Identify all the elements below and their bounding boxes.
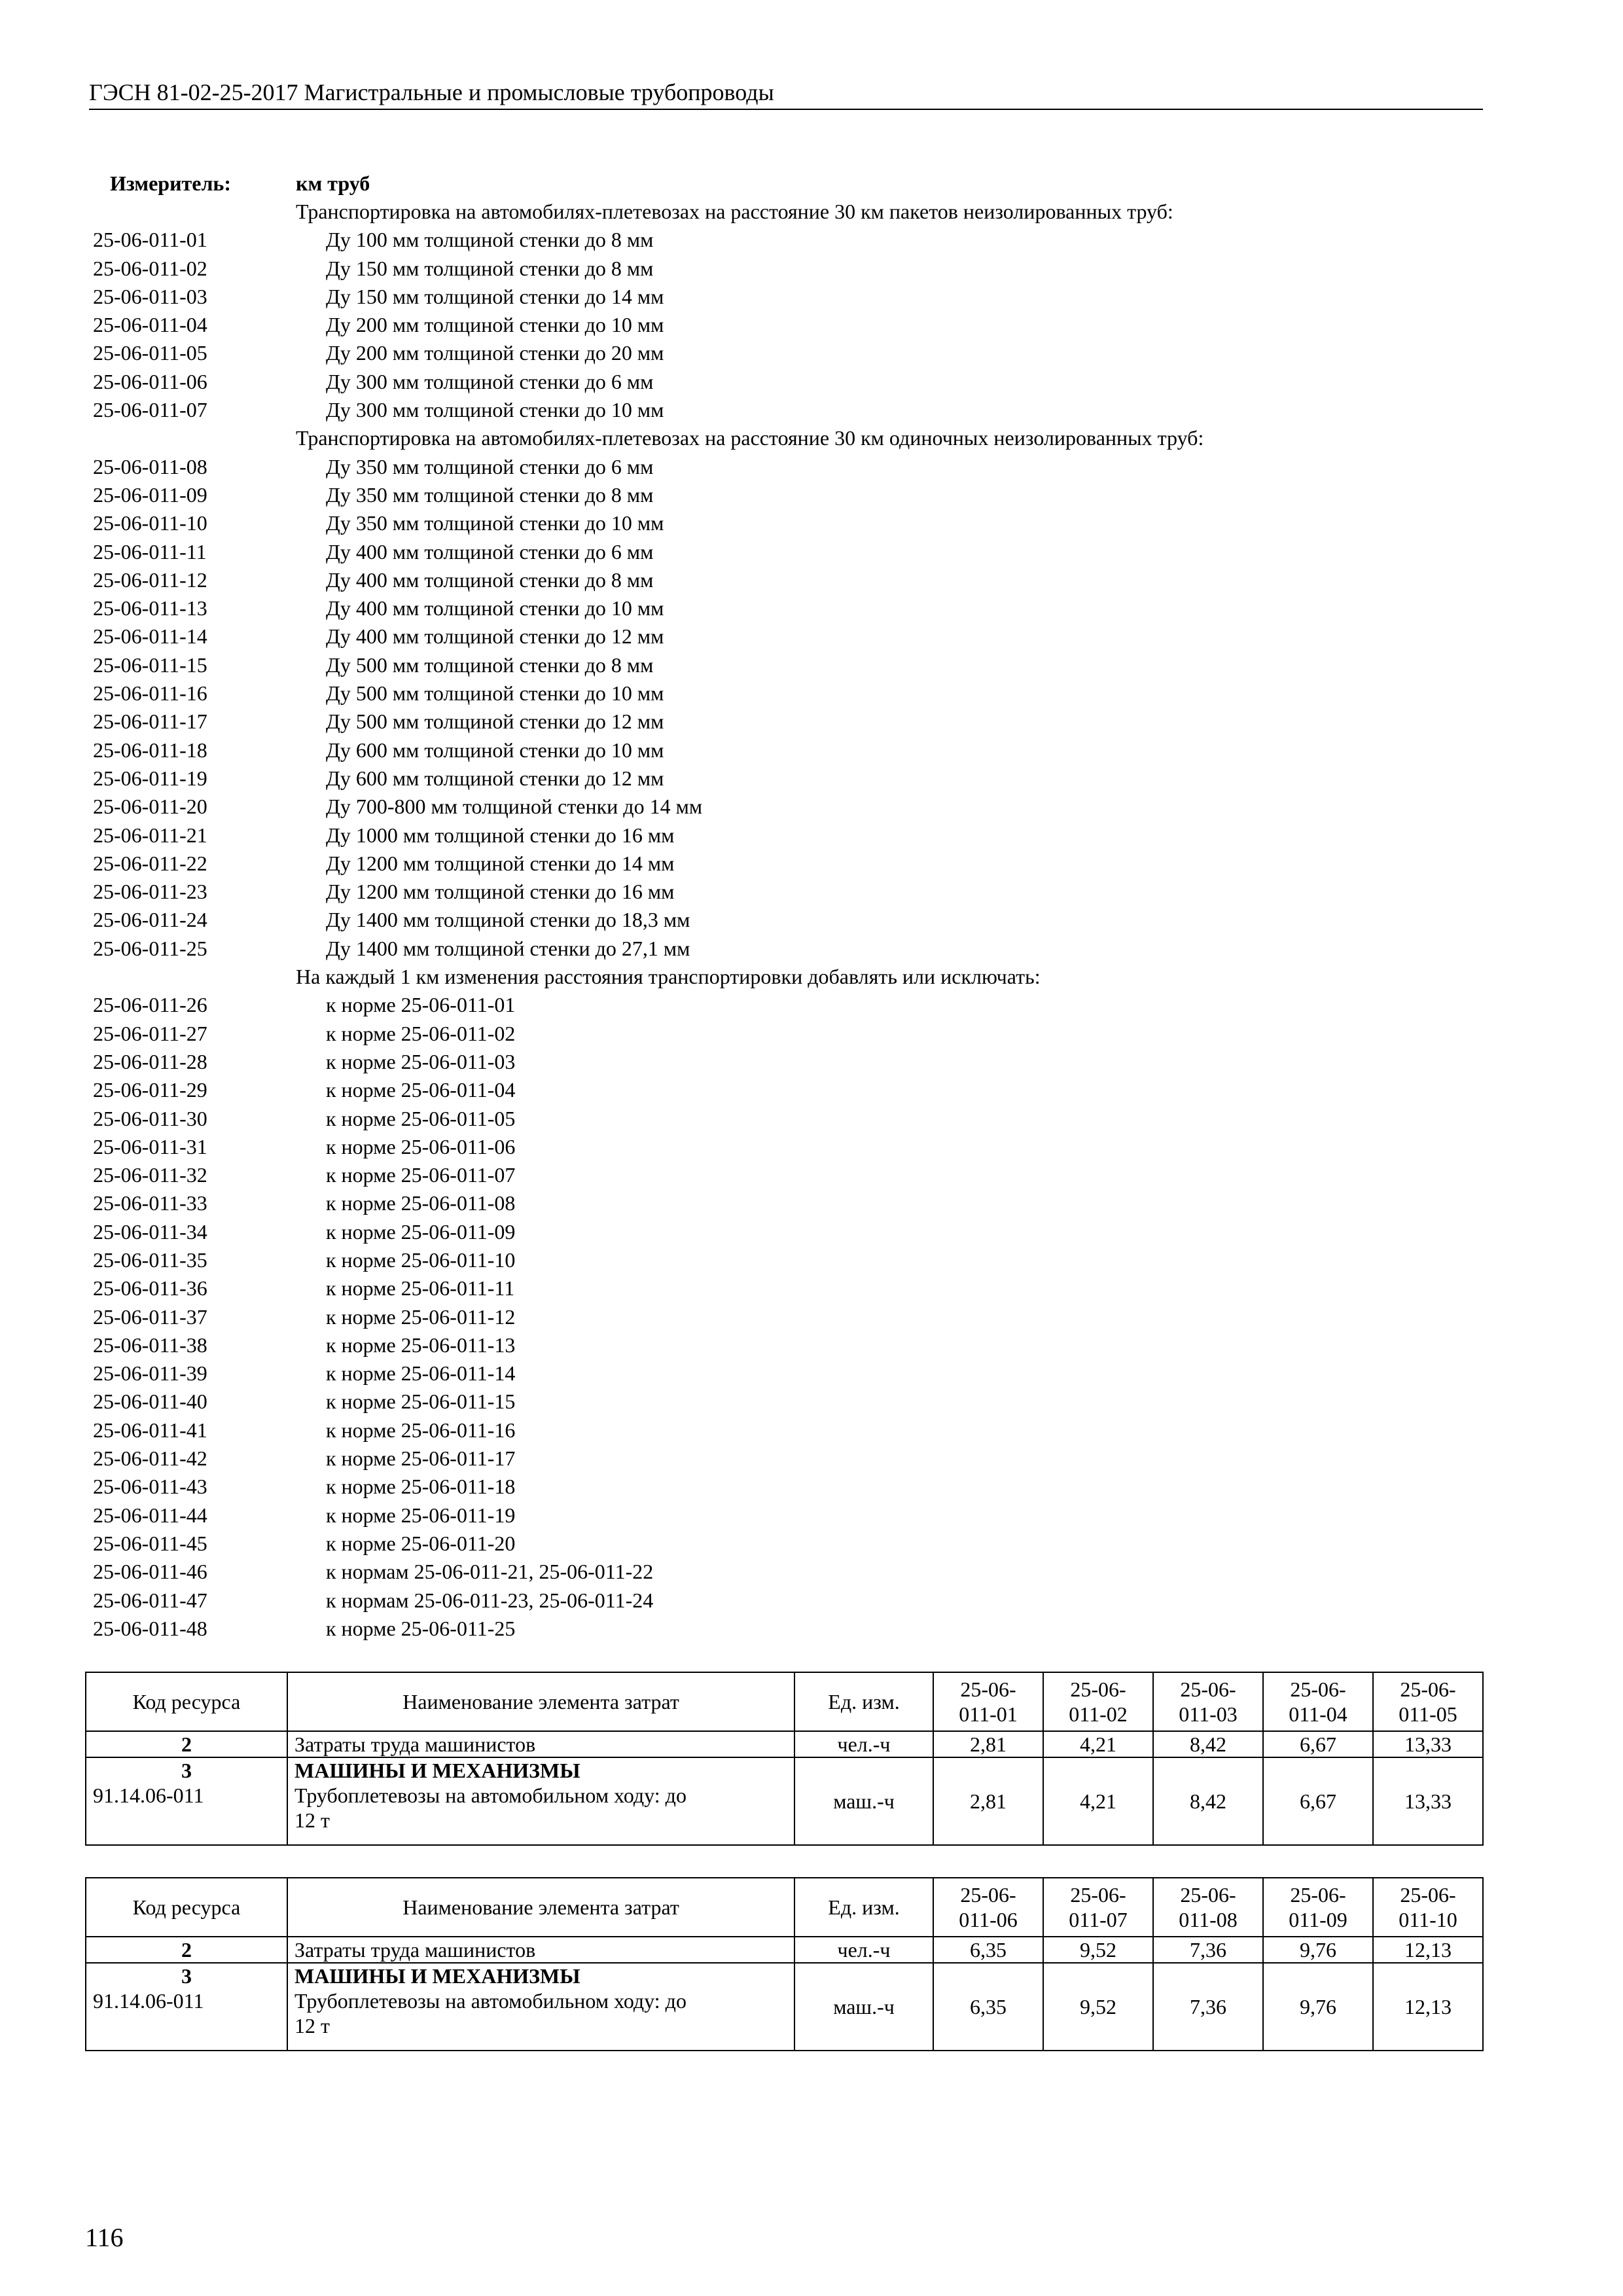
norm-code: 25-06-011-40 (93, 1390, 207, 1414)
norm-row (0, 1048, 1623, 1076)
norm-code: 25-06-011-37 (93, 1304, 207, 1329)
header-norm-part1: 25-06- (1290, 1883, 1346, 1907)
norm-description: Ду 1400 мм толщиной стенки до 27,1 мм (326, 936, 690, 960)
norm-code: 25-06-011-41 (93, 1418, 207, 1442)
machine-value: 12,13 (1373, 1963, 1483, 2051)
norm-description: Ду 350 мм толщиной стенки до 6 мм (326, 454, 654, 478)
norm-description: к норме 25-06-011-02 (326, 1021, 516, 1045)
header-norm-part2: 011-05 (1399, 1702, 1457, 1726)
norm-description: Ду 1000 мм толщиной стенки до 16 мм (326, 823, 675, 847)
norm-row (0, 453, 1623, 481)
norm-row (0, 368, 1623, 396)
norm-row (0, 509, 1623, 537)
machine-name-line1: Трубоплетевозы на автомобильном ходу: до (294, 1784, 687, 1807)
norm-description: к норме 25-06-011-12 (326, 1304, 516, 1329)
machine-value: 8,42 (1153, 1757, 1263, 1845)
norm-description: к норме 25-06-011-03 (326, 1049, 516, 1073)
machines-row (86, 1963, 1483, 2051)
table-header-row (86, 1672, 1483, 1731)
norm-row (0, 1105, 1623, 1133)
norm-code: 25-06-011-12 (93, 567, 207, 592)
machine-name-line2: 12 т (294, 2014, 330, 2037)
machine-value: 9,52 (1043, 1963, 1153, 2051)
header-norm-col (1043, 1672, 1153, 1731)
norm-row (0, 1274, 1623, 1302)
machine-unit: маш.-ч (794, 1757, 933, 1845)
norm-row (0, 1615, 1623, 1643)
header-norm-col (1263, 1878, 1373, 1937)
header-norm-col (1263, 1672, 1373, 1731)
machines-section-title: МАШИНЫ И МЕХАНИЗМЫ (294, 1759, 580, 1782)
norm-description: Ду 400 мм толщиной стенки до 6 мм (326, 539, 654, 564)
norm-row (0, 1473, 1623, 1501)
norm-code: 25-06-011-34 (93, 1219, 207, 1244)
section-heading: Транспортировка на автомобилях-плетевозах на расстояние 30 км одиночных неизолированных труб: (296, 426, 1204, 450)
norm-code: 25-06-011-39 (93, 1361, 207, 1386)
header-norm-part1: 25-06- (1400, 1677, 1456, 1701)
section-heading-row (0, 963, 1623, 991)
norm-row (0, 1246, 1623, 1274)
measure-label: Измеритель: (110, 171, 231, 195)
labor-value: 8,42 (1153, 1731, 1263, 1757)
norm-description: Ду 350 мм толщиной стенки до 8 мм (326, 482, 654, 507)
machines-section-code: 3 (181, 1964, 192, 1988)
header-resource-code: Код ресурса (86, 1878, 287, 1937)
norm-row (0, 793, 1623, 821)
norm-row (0, 935, 1623, 963)
norm-description: Ду 300 мм толщиной стенки до 6 мм (326, 369, 654, 393)
norm-code: 25-06-011-19 (93, 766, 207, 790)
norm-row (0, 1444, 1623, 1473)
norm-description: Ду 150 мм толщиной стенки до 8 мм (326, 256, 654, 280)
norm-code: 25-06-011-46 (93, 1560, 207, 1584)
norm-description: Ду 150 мм толщиной стенки до 14 мм (326, 284, 664, 308)
header-norm-col (1043, 1878, 1153, 1937)
norm-code: 25-06-011-20 (93, 795, 207, 819)
norm-row (0, 651, 1623, 679)
norm-row (0, 1416, 1623, 1444)
norm-code: 25-06-011-06 (93, 369, 207, 393)
norm-description: Ду 1200 мм толщиной стенки до 14 мм (326, 851, 675, 875)
labor-code: 2 (86, 1731, 287, 1757)
machine-name-line2: 12 т (294, 1808, 330, 1832)
labor-unit: чел.-ч (794, 1937, 933, 1963)
norm-row (0, 1558, 1623, 1586)
header-norm-part2: 011-02 (1069, 1702, 1128, 1726)
norm-row (0, 679, 1623, 708)
labor-value: 6,35 (933, 1937, 1043, 1963)
machine-value: 6,35 (933, 1963, 1043, 2051)
labor-value: 6,67 (1263, 1731, 1373, 1757)
header-norm-part2: 011-08 (1179, 1908, 1238, 1931)
norm-code: 25-06-011-32 (93, 1163, 207, 1187)
machines-code-cell (86, 1757, 287, 1845)
header-norm-part1: 25-06- (1070, 1883, 1126, 1907)
header-norm-part1: 25-06- (1180, 1883, 1236, 1907)
norm-code: 25-06-011-16 (93, 681, 207, 706)
norm-row (0, 283, 1623, 311)
labor-value: 13,33 (1373, 1731, 1483, 1757)
machine-value: 7,36 (1153, 1963, 1263, 2051)
norm-code: 25-06-011-24 (93, 908, 207, 932)
norm-code: 25-06-011-29 (93, 1078, 207, 1102)
norm-code: 25-06-011-09 (93, 482, 207, 507)
header-cost-element: Наименование элемента затрат (287, 1672, 794, 1731)
norm-row (0, 906, 1623, 934)
header-norm-part2: 011-10 (1399, 1908, 1457, 1931)
labor-value: 7,36 (1153, 1937, 1263, 1963)
norm-description: к норме 25-06-011-01 (326, 993, 516, 1017)
norm-code: 25-06-011-42 (93, 1446, 207, 1471)
machines-code-cell (86, 1963, 287, 2051)
norm-row (0, 339, 1623, 367)
norm-description: к норме 25-06-011-20 (326, 1531, 516, 1555)
norm-row (0, 1501, 1623, 1530)
norm-row (0, 1020, 1623, 1048)
norm-code: 25-06-011-27 (93, 1021, 207, 1045)
norm-row (0, 1587, 1623, 1615)
norm-description: Ду 700-800 мм толщиной стенки до 14 мм (326, 795, 703, 819)
norm-code: 25-06-011-44 (93, 1503, 207, 1527)
labor-value: 4,21 (1043, 1731, 1153, 1757)
labor-name: Затраты труда машинистов (287, 1731, 794, 1757)
header-norm-part2: 011-09 (1289, 1908, 1347, 1931)
norm-row (0, 1189, 1623, 1217)
norm-description: к норме 25-06-011-04 (326, 1078, 516, 1102)
norm-row (0, 1133, 1623, 1161)
norm-code: 25-06-011-07 (93, 398, 207, 422)
norm-row (0, 1530, 1623, 1558)
header-unit: Ед. изм. (794, 1672, 933, 1731)
norm-code: 25-06-011-08 (93, 454, 207, 478)
norm-description: к нормам 25-06-011-21, 25-06-011-22 (326, 1560, 654, 1584)
norm-row (0, 850, 1623, 878)
norm-row (0, 622, 1623, 651)
norm-code: 25-06-011-47 (93, 1588, 207, 1612)
machines-section-title: МАШИНЫ И МЕХАНИЗМЫ (294, 1964, 580, 1988)
norm-code: 25-06-011-30 (93, 1106, 207, 1130)
labor-row (86, 1937, 1483, 1963)
norm-row (0, 226, 1623, 254)
header-norm-part1: 25-06- (1180, 1677, 1236, 1701)
norm-description: Ду 400 мм толщиной стенки до 10 мм (326, 596, 664, 620)
machines-section-code: 3 (181, 1759, 192, 1782)
section-heading: Транспортировка на автомобилях-плетевозах на расстояние 30 км пакетов неизолированных труб: (296, 200, 1173, 223)
section-heading-row (0, 198, 1623, 226)
norm-description: Ду 300 мм толщиной стенки до 10 мм (326, 398, 664, 422)
norm-row (0, 481, 1623, 509)
labor-value: 9,52 (1043, 1937, 1153, 1963)
norm-description: к норме 25-06-011-07 (326, 1163, 516, 1187)
norm-code: 25-06-011-26 (93, 993, 207, 1017)
norm-code: 25-06-011-05 (93, 341, 207, 365)
labor-value: 9,76 (1263, 1937, 1373, 1963)
norm-row (0, 1076, 1623, 1104)
norm-row (0, 708, 1623, 736)
norm-code: 25-06-011-36 (93, 1276, 207, 1300)
norm-row (0, 396, 1623, 424)
header-unit: Ед. изм. (794, 1878, 933, 1937)
norm-code: 25-06-011-14 (93, 624, 207, 649)
header-norm-part1: 25-06- (960, 1677, 1016, 1701)
norm-row (0, 1331, 1623, 1359)
norm-description: Ду 350 мм толщиной стенки до 10 мм (326, 511, 664, 535)
labor-value: 12,13 (1373, 1937, 1483, 1963)
norm-row (0, 1161, 1623, 1189)
norm-description: к норме 25-06-011-05 (326, 1106, 516, 1130)
norm-code: 25-06-011-33 (93, 1191, 207, 1215)
norm-description: Ду 500 мм толщиной стенки до 8 мм (326, 653, 654, 677)
norm-description: Ду 100 мм толщиной стенки до 8 мм (326, 228, 654, 252)
norm-list (0, 198, 1623, 1643)
labor-name: Затраты труда машинистов (287, 1937, 794, 1963)
norm-code: 25-06-011-45 (93, 1531, 207, 1555)
norm-description: Ду 500 мм толщиной стенки до 12 мм (326, 709, 664, 734)
header-norm-part2: 011-07 (1069, 1908, 1128, 1931)
norm-row (0, 538, 1623, 566)
measure-value: км труб (296, 171, 370, 195)
norm-row (0, 991, 1623, 1019)
machine-unit: маш.-ч (794, 1963, 933, 2051)
norm-description: к норме 25-06-011-06 (326, 1134, 516, 1158)
norm-description: Ду 1200 мм толщиной стенки до 16 мм (326, 880, 675, 904)
norm-description: к норме 25-06-011-17 (326, 1446, 516, 1471)
norm-code: 25-06-011-01 (93, 228, 207, 252)
norm-code: 25-06-011-21 (93, 823, 207, 847)
header-resource-code: Код ресурса (86, 1672, 287, 1731)
norm-code: 25-06-011-17 (93, 709, 207, 734)
labor-row (86, 1731, 1483, 1757)
norm-description: Ду 1400 мм толщиной стенки до 18,3 мм (326, 908, 690, 932)
norm-description: Ду 600 мм толщиной стенки до 12 мм (326, 766, 664, 790)
norm-code: 25-06-011-15 (93, 653, 207, 677)
norm-row (0, 1218, 1623, 1246)
machine-resource-code: 91.14.06-011 (93, 1784, 204, 1807)
norm-description: к норме 25-06-011-16 (326, 1418, 516, 1442)
norm-code: 25-06-011-28 (93, 1049, 207, 1073)
norm-code: 25-06-011-43 (93, 1475, 207, 1499)
header-norm-part1: 25-06- (960, 1883, 1016, 1907)
norm-code: 25-06-011-02 (93, 256, 207, 280)
resource-table-2 (85, 1877, 1484, 2051)
resource-table-1 (85, 1672, 1484, 1846)
machines-name-cell (287, 1757, 794, 1845)
machine-value: 9,76 (1263, 1963, 1373, 2051)
norm-row (0, 1303, 1623, 1331)
norm-description: Ду 200 мм толщиной стенки до 10 мм (326, 313, 664, 337)
norm-description: к норме 25-06-011-18 (326, 1475, 516, 1499)
norm-code: 25-06-011-48 (93, 1616, 207, 1640)
norm-description: к норме 25-06-011-19 (326, 1503, 516, 1527)
norm-row (0, 764, 1623, 793)
norm-description: к норме 25-06-011-25 (326, 1616, 516, 1640)
norm-description: к норме 25-06-011-10 (326, 1247, 516, 1272)
norm-description: Ду 200 мм толщиной стенки до 20 мм (326, 341, 664, 365)
labor-unit: чел.-ч (794, 1731, 933, 1757)
section-heading: На каждый 1 км изменения расстояния транспортировки добавлять или исключать: (296, 965, 1041, 989)
norm-code: 25-06-011-25 (93, 936, 207, 960)
norm-description: к норме 25-06-011-15 (326, 1390, 516, 1414)
norm-code: 25-06-011-11 (93, 539, 207, 564)
norm-row (0, 311, 1623, 339)
norm-code: 25-06-011-38 (93, 1333, 207, 1357)
norm-code: 25-06-011-04 (93, 313, 207, 337)
norm-code: 25-06-011-23 (93, 880, 207, 904)
norm-row (0, 594, 1623, 622)
header-cost-element: Наименование элемента затрат (287, 1878, 794, 1937)
header-norm-part2: 011-06 (959, 1908, 1018, 1931)
labor-code: 2 (86, 1937, 287, 1963)
norm-description: Ду 400 мм толщиной стенки до 12 мм (326, 624, 664, 649)
norm-code: 25-06-011-03 (93, 284, 207, 308)
norm-description: к норме 25-06-011-09 (326, 1219, 516, 1244)
table-header-row (86, 1878, 1483, 1937)
norm-code: 25-06-011-22 (93, 851, 207, 875)
norm-row (0, 1388, 1623, 1416)
labor-value: 2,81 (933, 1731, 1043, 1757)
norm-row (0, 255, 1623, 283)
norm-code: 25-06-011-31 (93, 1134, 207, 1158)
section-heading-row (0, 424, 1623, 452)
norm-code: 25-06-011-13 (93, 596, 207, 620)
machines-name-cell (287, 1963, 794, 2051)
header-norm-part2: 011-04 (1289, 1702, 1347, 1726)
norm-code: 25-06-011-10 (93, 511, 207, 535)
norm-row (0, 878, 1623, 906)
header-norm-part1: 25-06- (1070, 1677, 1126, 1701)
machine-value: 13,33 (1373, 1757, 1483, 1845)
machine-value: 6,67 (1263, 1757, 1373, 1845)
norm-row (0, 821, 1623, 850)
norm-code: 25-06-011-35 (93, 1247, 207, 1272)
header-norm-col (1373, 1672, 1483, 1731)
norm-row (0, 566, 1623, 594)
norm-description: к норме 25-06-011-13 (326, 1333, 516, 1357)
machine-resource-code: 91.14.06-011 (93, 1989, 204, 2013)
norm-description: к нормам 25-06-011-23, 25-06-011-24 (326, 1588, 654, 1612)
header-norm-col (1373, 1878, 1483, 1937)
header-norm-col (933, 1672, 1043, 1731)
header-norm-col (1153, 1672, 1263, 1731)
norm-description: Ду 600 мм толщиной стенки до 10 мм (326, 738, 664, 762)
norm-row (0, 736, 1623, 764)
header-norm-col (933, 1878, 1043, 1937)
page-number: 116 (85, 2223, 124, 2252)
norm-code: 25-06-011-18 (93, 738, 207, 762)
machine-name-line1: Трубоплетевозы на автомобильном ходу: до (294, 1989, 687, 2013)
norm-description: Ду 400 мм толщиной стенки до 8 мм (326, 567, 654, 592)
norm-description: к норме 25-06-011-08 (326, 1191, 516, 1215)
header-norm-part1: 25-06- (1290, 1677, 1346, 1701)
norm-description: к норме 25-06-011-11 (326, 1276, 515, 1300)
machine-value: 4,21 (1043, 1757, 1153, 1845)
machines-row (86, 1757, 1483, 1845)
header-norm-part1: 25-06- (1400, 1883, 1456, 1907)
machine-value: 2,81 (933, 1757, 1043, 1845)
header-norm-part2: 011-01 (959, 1702, 1018, 1726)
norm-row (0, 1359, 1623, 1388)
header-norm-col (1153, 1878, 1263, 1937)
running-header: ГЭСН 81-02-25-2017 Магистральные и промысловые трубопроводы (89, 77, 1483, 110)
header-norm-part2: 011-03 (1179, 1702, 1238, 1726)
norm-description: Ду 500 мм толщиной стенки до 10 мм (326, 681, 664, 706)
norm-description: к норме 25-06-011-14 (326, 1361, 516, 1386)
